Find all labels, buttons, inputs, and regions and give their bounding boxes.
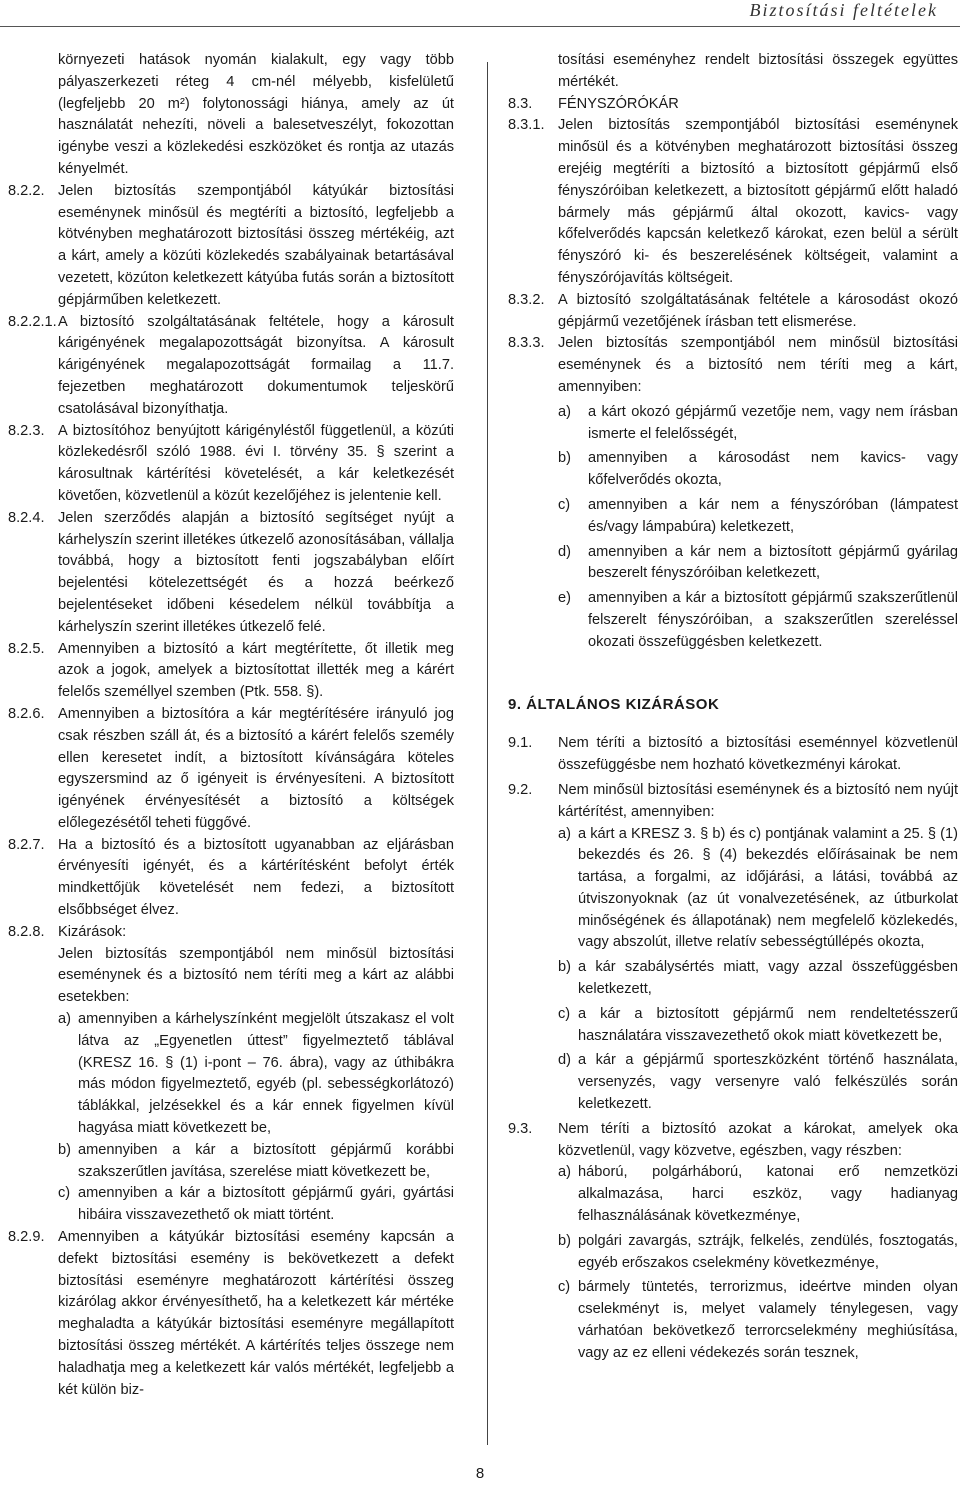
exclusions-intro: Jelen biztosítás szempontjából nem minősül biztosítási eseménynek és a biztosító nem téríti meg a kárt az alábbi esetekben:: [58, 945, 454, 1006]
section-9-heading: 9. ÁLTALÁNOS KIZÁRÁSOK: [508, 695, 720, 713]
section-9-3: [508, 1119, 958, 1163]
section-text: A biztosító szolgáltatásának feltétele a károsodást okozó gépjármű vezetőjének írásban tett elismerése.: [558, 291, 958, 330]
section-text: Amennyiben a kátyúkár biztosítási esemény kapcsán a defekt biztosítási esemény is bekövetkezett a defekt biztosítási eseményre meghatározott kártérítési összeg kizárólag akkor érvényesíthető, ha a keletkezett kár mértéke meghaladta a kátyúkár biztosítási eseményre megállapított biztosítási összeg mértékét. A kártérítés teljes összege nem haladhatja meg a keletkezett kár valós mértékét, legfeljebb a két külön biz-: [58, 1229, 454, 1398]
section-number: 8.2.9.: [8, 1229, 45, 1246]
list-item: [558, 448, 958, 492]
list-item-text: a kár a gépjármű sporteszközként történő használata, versenyzés, vagy versenyre való felkészülés során keletkezett.: [578, 1052, 958, 1113]
list-item-label: c): [58, 1185, 71, 1202]
section-number: 8.2.4.: [8, 509, 45, 526]
section-title: FÉNYSZÓRÓKÁR: [558, 95, 679, 112]
section-number: 8.3.: [508, 95, 533, 112]
list-item-text: amennyiben a kár nem a fényszóróban (lámpatest és/vagy lámpabúra) keletkezett,: [588, 496, 958, 535]
list-item-label: b): [558, 959, 571, 976]
list-item-text: amennyiben a kár nem a biztosított gépjármű gyárilag beszerelt fényszóróiban keletkezett,: [588, 543, 958, 582]
list-item-label: a): [558, 825, 571, 842]
section-number: 8.2.7.: [8, 836, 45, 853]
section-9-2: [508, 780, 958, 824]
list-item-label: d): [558, 543, 571, 560]
section-8-2-2: [8, 181, 454, 312]
section-text: Jelen biztosítás szempontjából nem minősül biztosítási eseménynek és a biztosító nem téríti meg a kárt, amennyiben:: [558, 335, 958, 395]
section-9-1: [508, 733, 958, 777]
section-text: Nem téríti a biztosító a biztosítási eseménnyel közvetlenül összefüggésbe nem hozható következményi károkat.: [558, 735, 958, 774]
section-8-2-2-1: [8, 312, 454, 421]
section-8-2-7: [8, 835, 454, 922]
list-item-label: e): [558, 590, 571, 607]
page-header-title: Biztosítási feltételek: [749, 0, 938, 20]
section-text: A biztosítóhoz benyújtott kárigényléstől függetlenül, a közúti közlekedésről szóló 1988. évi I. törvény 35. § szerint a károsultnak kártérítési követelését, a kár keletkezését követően, közvetlenül a közút kezelőjéhez is jelentenie kell.: [58, 422, 454, 504]
section-text: Jelen szerződés alapján a biztosító segítséget nyújt a kárhelyszín szerint illetékes útkezelő azonosításában, vállalja továbbá, hogy a biztosított fenti jogszabályban előírt bejelentési kötelezettségét és a hozzá beérkező bejelentéseket időbeni késedelem nélkül továbbítja a kárhelyszín szerint illetékes útkezelő felé.: [58, 509, 454, 635]
list-item: [558, 1162, 958, 1227]
section-text: Amennyiben a biztosítóra a kár megtérítésére irányuló jog csak részben száll át, és a biztosító a kárért felelős személy ellen keresetet indít, a biztosított kívánságára köteles egyszersmind az ő igényeit is érvényesíteni. A biztosított igényének érvényesítését a biztosító a költségek előlegezésétől teheti függővé.: [58, 705, 454, 831]
continuation-text: tosítási eseményhez rendelt biztosítási összegek együttes mértékét.: [558, 52, 958, 90]
list-item-label: b): [558, 450, 571, 467]
list-item: [558, 542, 958, 586]
page-number: 8: [475, 1465, 485, 1482]
list-item: [558, 1050, 958, 1115]
section-text: Ha a biztosító és a biztosított ugyanabban az eljárásban érvényesíti igényét, és a kártérítésként befolyt érték mindkettőjük követelését nem fedezi, a biztosított elsőbbséget élvez.: [58, 836, 454, 919]
list-item-text: amennyiben a kár a biztosított gépjármű szakszerűtlenül felszerelt fényszóróiban, a szakszerűtlen szereléssel okozati összefüggésben keletkezett.: [588, 590, 958, 650]
list-item-text: amennyiben a károsodást nem kavics- vagy kőfelverődés okozta,: [588, 450, 958, 489]
list-item-label: b): [558, 1232, 571, 1249]
list-item: [558, 957, 958, 1001]
section-number: 9.1.: [508, 735, 533, 752]
section-8-3-1: [508, 115, 958, 289]
list-item-label: a): [58, 1011, 71, 1028]
column-divider: [487, 62, 488, 1445]
section-number: 8.3.1.: [508, 117, 545, 134]
section-text: Nem téríti a biztosító azokat a károkat, amelyek oka közvetlenül, vagy közvetve, egészben, vagy részben:: [558, 1120, 958, 1159]
section-8-3: [508, 94, 958, 116]
intro-continuation: környezeti hatások nyomán kialakult, egy vagy több pályaszerkezeti réteg 4 cm-nél mélyebb, kisfelületű (legfeljebb 20 m²) folytonossági hiánya, amely az út használatát nehezíti, növeli a balesetveszélyt, fokozottan igénybe veszi a közlekedési eszközöket és rontja az utazás kényelmét.: [58, 52, 454, 177]
list-item-label: a): [558, 403, 571, 420]
section-text: Jelen biztosítás szempontjából biztosítási eseménynek minősül és a kötvényben meghatározott biztosítási összeg erejéig megtéríti a biztosító a biztosított gépjármű első fényszóróiban keletkezett, a biztosított gépjármű előtt haladó bármely más gépjármű által okozott, kavics- vagy kőfelverődés kapcsán keletkező károkat, ezen belül a sérült fényszóró ki- és beszerelésének költségeit, valamint a fényszórójavítás költségeit.: [558, 117, 958, 286]
list-item-text: bármely tüntetés, terrorizmus, ideértve minden olyan cselekményt is, melyet valamely ténylegesen, vagy várhatóan bekövetkező terrorcselekmény meghiúsítása, vagy az ez elleni védekezés során tesznek,: [578, 1279, 958, 1361]
section-8-2-8: [8, 922, 454, 944]
section-number: 9.2.: [508, 781, 533, 798]
section-text: A biztosító szolgáltatásának feltétele, hogy a károsult kárigényének megalapozottságát bizonyítsa. A károsult kárigényének megalapozottságát formailag a 11.7. fejezetben meghatározott dokumentumok teljeskörű csatolásával bizonyíthatja.: [58, 313, 454, 417]
section-8-2-9: [8, 1227, 454, 1401]
section-number: 8.2.6.: [8, 705, 45, 722]
section-number: 8.2.2.1.: [8, 313, 57, 330]
section-number: 8.3.2.: [508, 291, 545, 308]
section-number: 8.2.8.: [8, 923, 45, 940]
section-8-2-6: [8, 704, 454, 835]
list-item-text: háború, polgárháború, katonai erő nemzetközi alkalmazása, harci eszköz, vagy hadianyag felhasználásának következménye,: [578, 1164, 958, 1225]
section-8-2-5: [8, 639, 454, 704]
list-item-text: a kár szabálysértés miatt, vagy azzal összefüggésben keletkezett,: [578, 959, 958, 998]
list-item-text: amennyiben a kár a biztosított gépjármű korábbi szakszerűtlen javítása, szerelése miatt következett be,: [78, 1141, 454, 1180]
list-item-label: d): [558, 1052, 571, 1069]
section-8-3-3: [508, 333, 958, 398]
list-item: [558, 402, 958, 446]
list-item: [558, 824, 958, 955]
header-rule: [0, 26, 960, 27]
list-item-text: amennyiben a kár a biztosított gépjármű gyári, gyártási hibáira visszavezethető ok miatt történt.: [78, 1185, 454, 1224]
list-item-text: a kár a biztosított gépjármű nem rendeltetésszerű használatára visszavezethető okok miatt következett be,: [578, 1005, 958, 1044]
section-number: 8.2.5.: [8, 640, 45, 657]
left-column: [8, 50, 454, 1401]
section-8-2-3: [8, 421, 454, 508]
section-8-2-4: [8, 508, 454, 639]
list-item: [58, 1183, 454, 1227]
list-item: [58, 1140, 454, 1184]
section-number: 8.2.3.: [8, 422, 45, 439]
section-text: Jelen biztosítás szempontjából kátyúkár biztosítási eseménynek minősül és megtéríti a biztosító, legfeljebb a kötvényben meghatározott biztosítási összeg mértékéig, azt a kárt, amely a közúti közlekedés szabályainak betartásával vezetett, közúton keletkezett kátyúba futás során a biztosított gépjárműben keletkezett.: [58, 182, 454, 308]
list-item: [558, 1277, 958, 1364]
list-item-text: a kárt a KRESZ 3. § b) és c) pontjának valamint a 25. § (1) bekezdés és 26. § (4) bekezdés előírásainak be nem tartása, a forgalmi, az időjárási, a látási, továbbá az útviszonyoknak (az út vonalvezetésének, az útburkolat minőségének és állapotának) nem megfelelő közlekedés, vagy abszolút, illetve relatív sebességtúllépés okozta,: [578, 825, 958, 951]
section-title: Kizárások:: [58, 923, 127, 940]
section-text: Amennyiben a biztosító a kárt megtérítette, őt illetik meg azok a jogok, amelyek a biztosítottat illették meg a kárért felelős személlyel szemben (Ptk. 558. §).: [58, 640, 454, 701]
list-item-label: c): [558, 1279, 571, 1296]
section-number: 8.3.3.: [508, 335, 545, 352]
list-item: [58, 1009, 454, 1140]
section-number: 8.2.2.: [8, 182, 45, 199]
list-item: [558, 588, 958, 653]
list-item-label: c): [558, 1005, 571, 1022]
section-text: Nem minősül biztosítási eseménynek és a biztosító nem nyújt kártérítést, amennyiben:: [558, 781, 958, 820]
list-item-label: c): [558, 496, 571, 513]
section-8-3-2: [508, 290, 958, 334]
list-item: [558, 1004, 958, 1048]
list-item-text: polgári zavargás, sztrájk, felkelés, zendülés, fosztogatás, egyéb erőszakos cselekmény következménye,: [578, 1232, 958, 1271]
list-item-label: b): [58, 1141, 71, 1158]
list-item: [558, 1231, 958, 1275]
section-number: 9.3.: [508, 1120, 533, 1137]
list-item-label: a): [558, 1164, 571, 1181]
list-item-text: amennyiben a kárhelyszínként megjelölt útszakasz el volt látva az „Egyenetlen úttest” figyelmeztető táblával (KRESZ 16. § (1) i-pont – 76. ábra), vagy az úthibákra más módon figyelmeztető, egyéb (pl. sebességkorlátozó) táblákkal, jelzésekkel és a kár ennek figyelmen kívül hagyása miatt következett be,: [78, 1011, 454, 1137]
list-item-text: a kárt okozó gépjármű vezetője nem, vagy nem írásban ismerte el felelősségét,: [588, 403, 958, 442]
right-column: [508, 50, 958, 1365]
list-item: [558, 495, 958, 539]
